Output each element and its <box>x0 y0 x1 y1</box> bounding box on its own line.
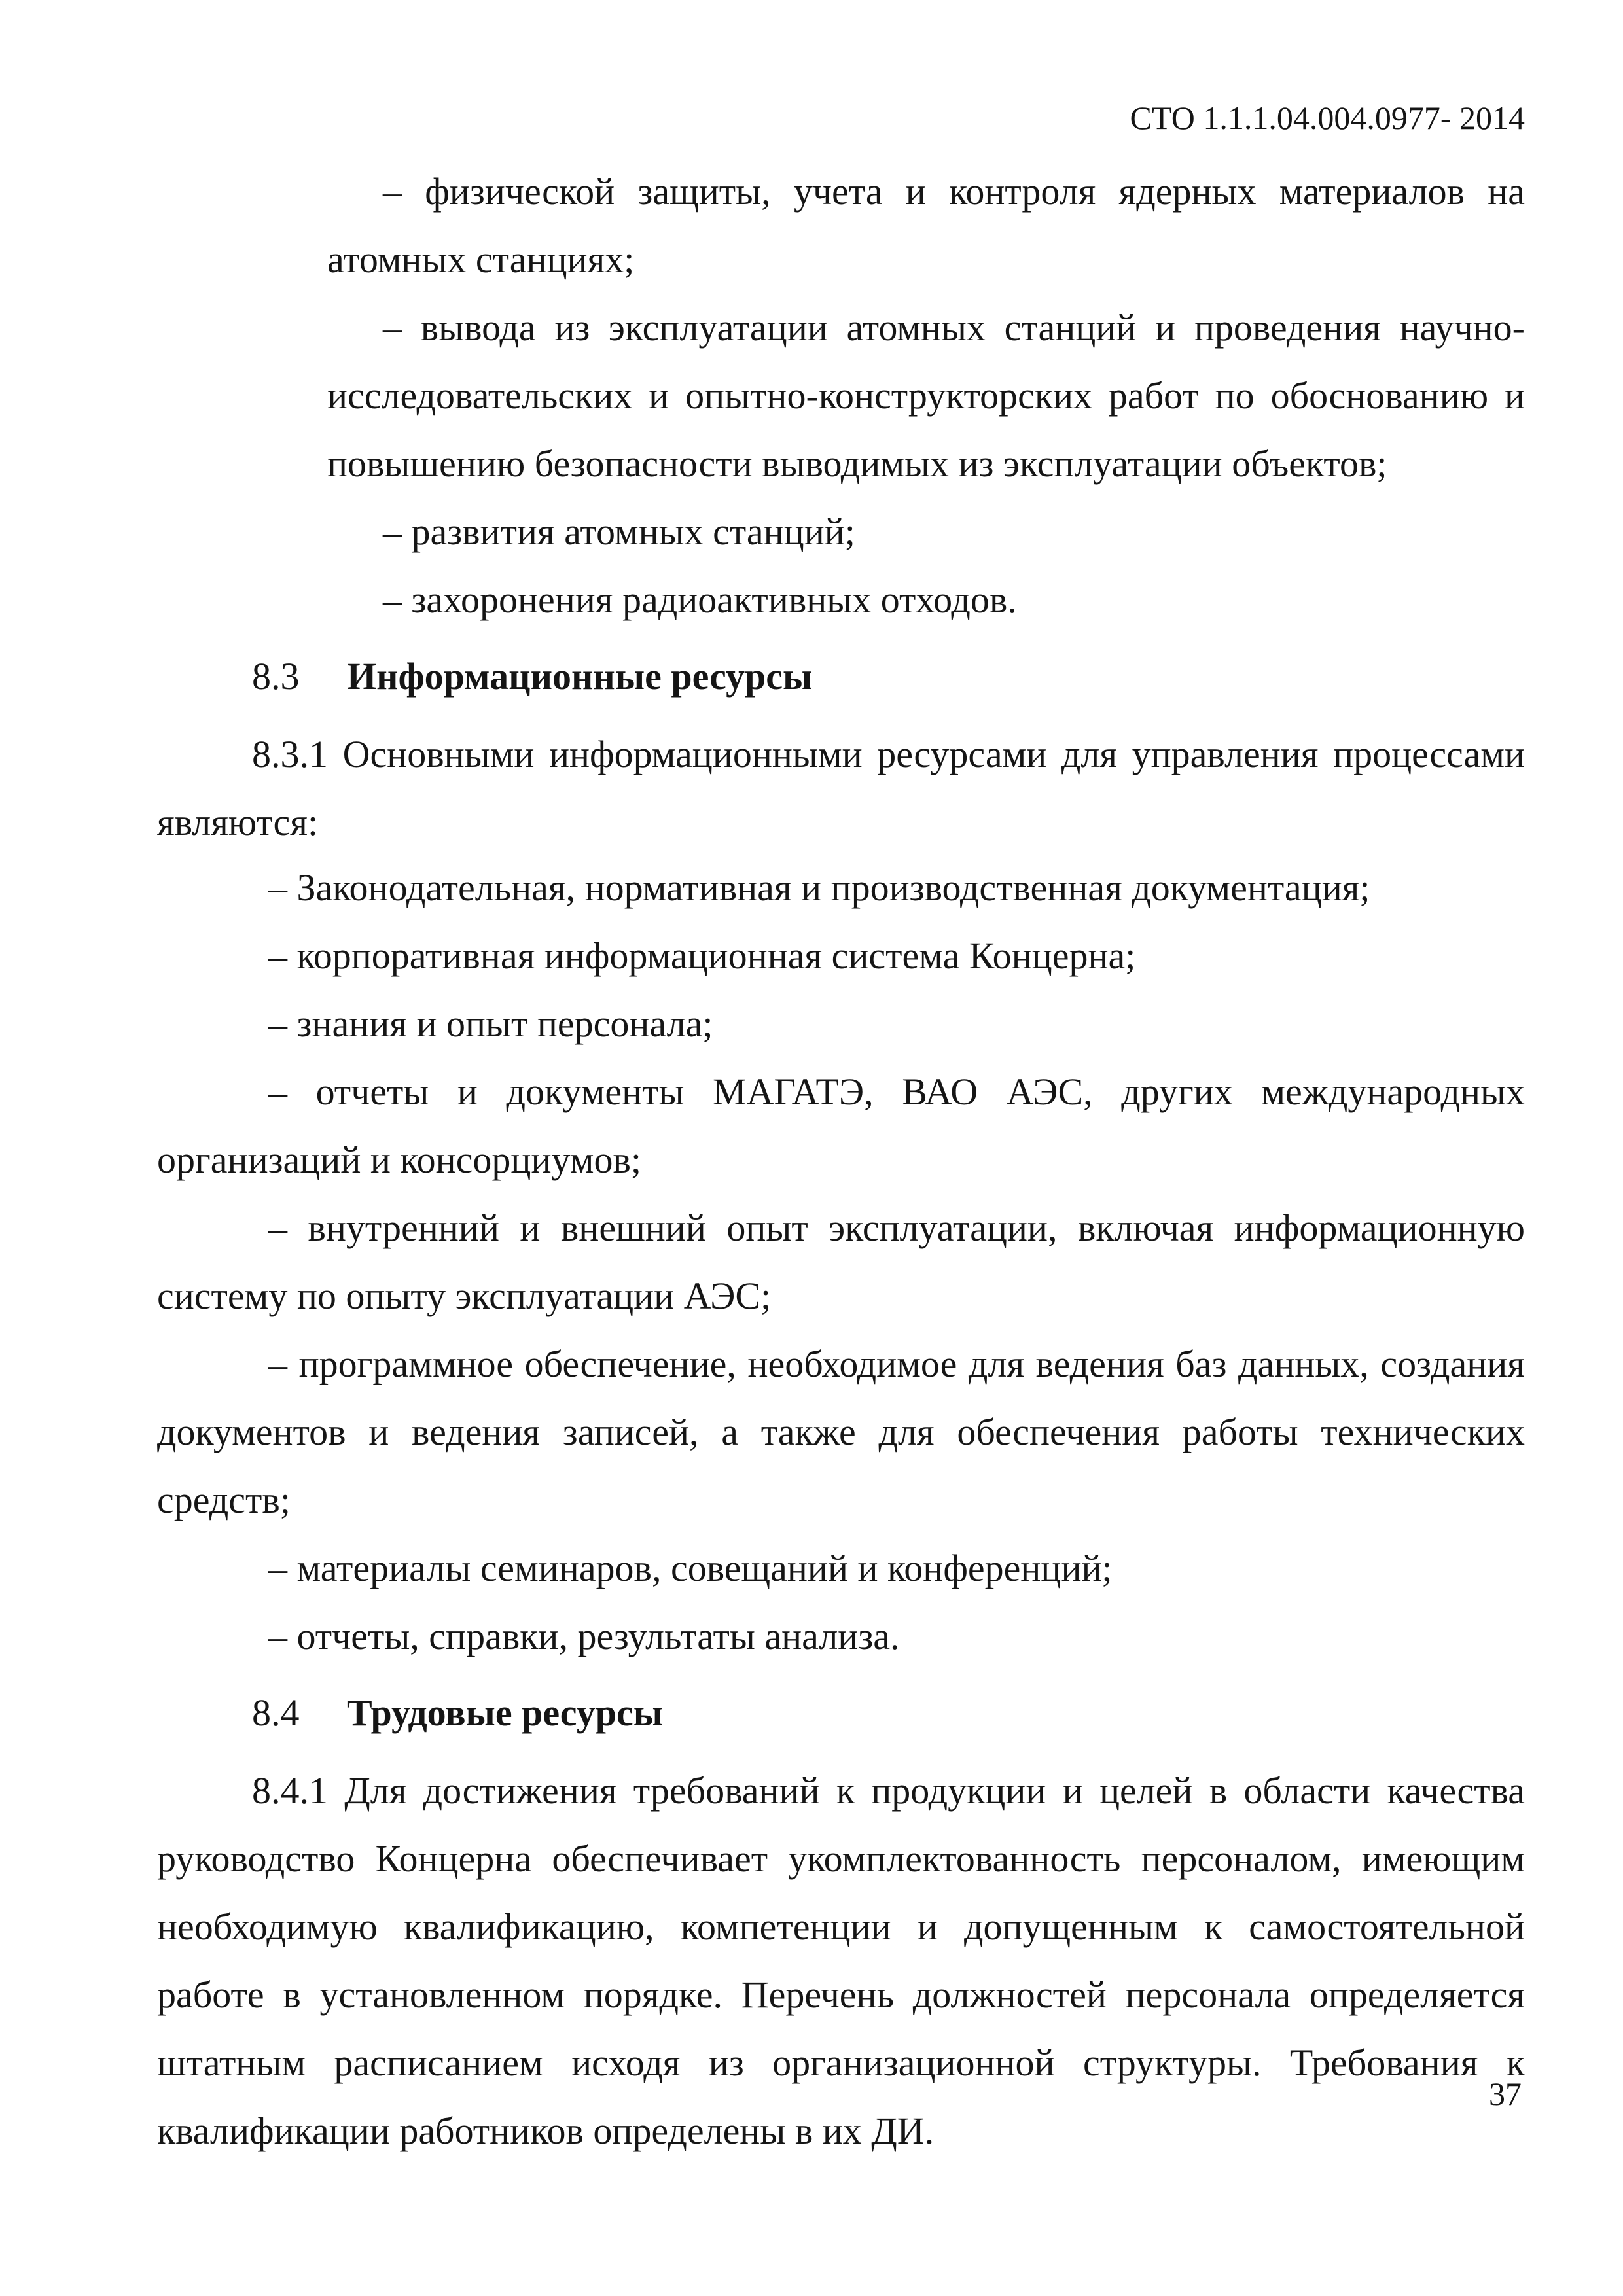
list-item-continuation: документов и ведения записей, а также для обеспечения работы технических <box>157 1411 1525 1453</box>
section-number: 8.3 <box>252 655 300 698</box>
list-item-reports: – отчеты и документы МАГАТЭ, ВАО АЭС, других международных <box>268 1070 1525 1113</box>
paragraph-8-3-1: 8.3.1 Основными информационными ресурсами для управления процессами <box>252 733 1525 775</box>
list-item-physical-protection: – физической защиты, учета и контроля ядерных материалов на <box>383 170 1525 213</box>
list-item-analysis: – отчеты, справки, результаты анализа. <box>268 1615 900 1657</box>
paragraph-continuation: работе в установленном порядке. Перечень должностей персонала определяется <box>157 1973 1525 2016</box>
list-item-continuation: исследовательских и опытно-конструкторских работ по обоснованию и <box>327 374 1525 417</box>
section-heading-8-4 <box>252 1690 663 1736</box>
list-item-seminars: – материалы семинаров, совещаний и конференций; <box>268 1547 1113 1589</box>
paragraph-continuation: квалификации работников определены в их ДИ. <box>157 2110 935 2152</box>
section-title: Трудовые ресурсы <box>347 1691 664 1734</box>
list-item-waste-disposal: – захоронения радиоактивных отходов. <box>383 578 1017 621</box>
list-item-continuation: атомных станциях; <box>327 238 635 281</box>
page-number: 37 <box>1489 2075 1522 2112</box>
paragraph-continuation: руководство Концерна обеспечивает укомплектованность персоналом, имеющим <box>157 1837 1525 1880</box>
list-item-decommissioning: – вывода из эксплуатации атомных станций и проведения научно- <box>383 306 1525 349</box>
list-item-software: – программное обеспечение, необходимое для ведения баз данных, создания <box>268 1343 1525 1385</box>
list-item-documentation: – Законодательная, нормативная и производственная документация; <box>268 866 1370 909</box>
paragraph-8-4-1: 8.4.1 Для достижения требований к продукции и целей в области качества <box>252 1769 1525 1812</box>
list-item-experience: – внутренний и внешний опыт эксплуатации, включая информационную <box>268 1207 1525 1249</box>
section-heading-8-3 <box>252 654 812 699</box>
paragraph-continuation: являются: <box>157 801 319 843</box>
section-title: Информационные ресурсы <box>347 655 813 698</box>
section-number: 8.4 <box>252 1691 300 1734</box>
paragraph-continuation: штатным расписанием исходя из организационной структуры. Требования к <box>157 2041 1525 2084</box>
list-item-continuation: повышению безопасности выводимых из эксплуатации объектов; <box>327 442 1387 485</box>
list-item-knowledge: – знания и опыт персонала; <box>268 1002 713 1045</box>
document-code-header: СТО 1.1.1.04.004.0977- 2014 <box>1130 99 1525 136</box>
paragraph-continuation: необходимую квалификацию, компетенции и допущенным к самостоятельной <box>157 1905 1525 1948</box>
list-item-continuation: систему по опыту эксплуатации АЭС; <box>157 1275 772 1317</box>
list-item-continuation: средств; <box>157 1479 291 1521</box>
list-item-corporate-system: – корпоративная информационная система Концерна; <box>268 934 1136 977</box>
list-item-continuation: организаций и консорциумов; <box>157 1139 641 1181</box>
list-item-npp-development: – развития атомных станций; <box>383 510 855 553</box>
